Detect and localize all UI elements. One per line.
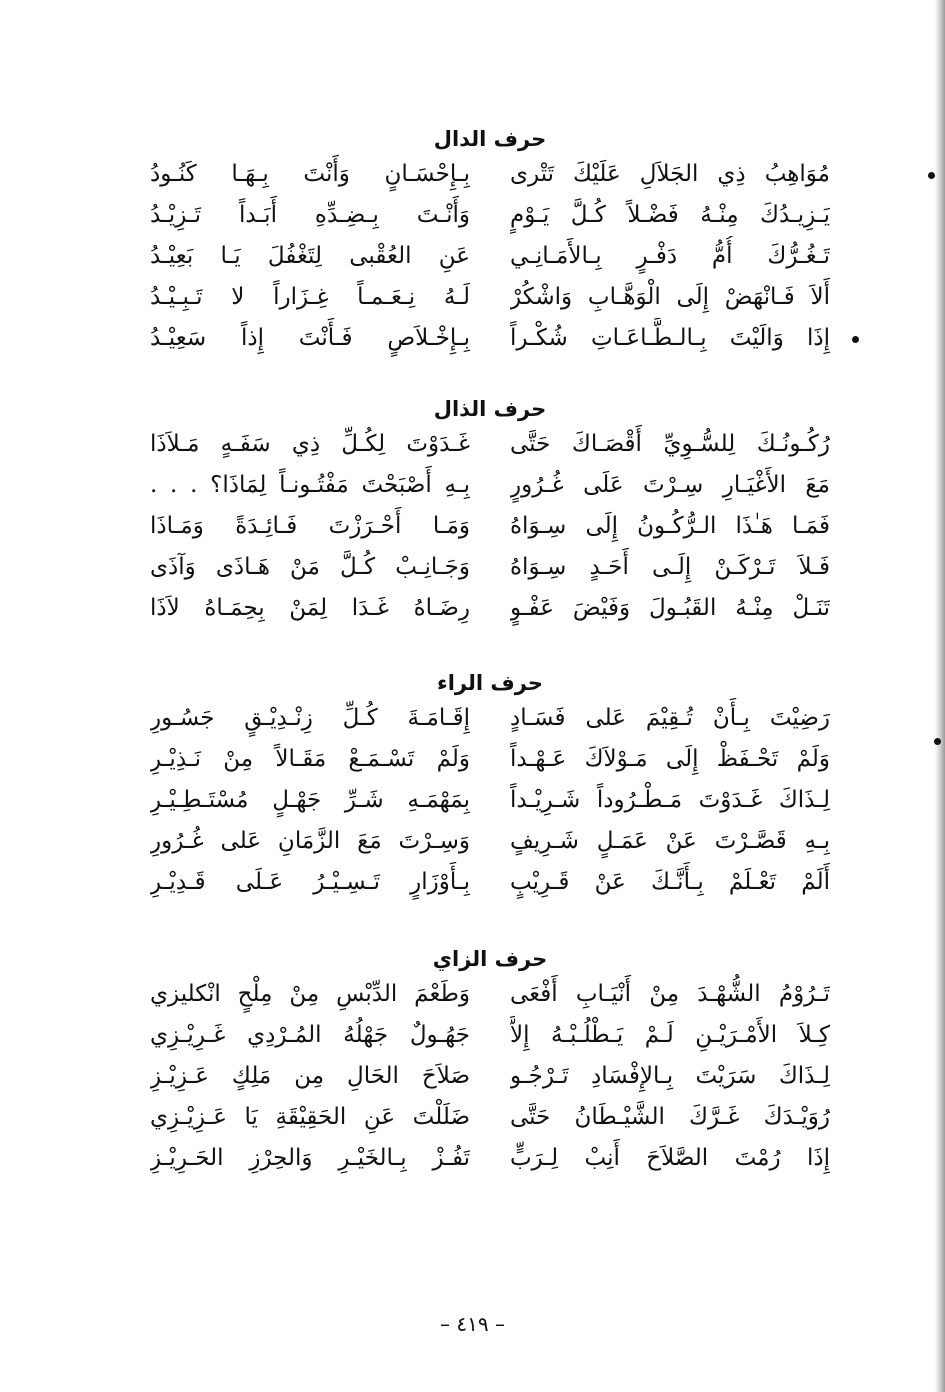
verse — [150, 195, 830, 236]
second-hemistich: وَأَنْـتَ بِـضِـدِّهِ أَبَـداً تَـزِيْـدُ — [150, 202, 470, 228]
verse — [150, 277, 830, 318]
first-hemistich: كِـلاَ الأَمْـرَيْـنِ لَـمْ يَـطْلُـبْـهُ إِلاَّ — [510, 1022, 830, 1048]
second-hemistich: بِـهِ أَصْبَحْتَ مَفْتُـونـاً لِمَاذَا؟ . . . — [150, 472, 470, 498]
second-hemistich: بِـأَوْزَارٍ تَـسِـيْـرُ عَـلَى قَـدِيْـرِ — [150, 869, 470, 895]
first-hemistich: رَضِيْتَ بِـأَنْ تُـقِيْمَ عَلى فَسَـادٍ — [510, 705, 830, 731]
verse — [150, 698, 830, 739]
second-hemistich: بِـإِخْـلاَصٍ فَـأَنْتَ إِذاً سَعِيْـدُ — [150, 325, 470, 351]
verse — [150, 780, 830, 821]
second-hemistich: بِمَهْمَـهِ شَـرِّ جَهْـلٍ مُسْتَـطِـيْـرِ — [150, 787, 470, 813]
first-hemistich: إِذَا وَالَيْتَ بِـالـطَّـاعَـاتِ شُكْـراً — [510, 325, 830, 351]
second-hemistich: ضَلَلْتَ عَنِ الحَقِيْقَةِ يَا عَـزِيْـزِي — [150, 1104, 470, 1130]
verse — [150, 424, 830, 465]
first-hemistich: إِذَا رُمْتَ الصَّلاَحَ أَنِبْ لِـرَبٍّ — [510, 1145, 830, 1171]
page-number: – ٤١٩ – — [440, 1312, 505, 1336]
first-hemistich: بِـهِ قَصَّـرْتَ عَنْ عَمَـلٍ شَـرِيفٍ — [510, 828, 830, 854]
first-hemistich: مُوَاهِبُ ذِي الجَلاَلِ عَلَيْكَ تَتْرى — [510, 161, 830, 187]
verse — [150, 506, 830, 547]
first-hemistich: رُوَيْـدَكَ غَـرَّكَ الشَّيْـطَانُ حَتَّى — [510, 1104, 830, 1130]
first-hemistich: رُكُـونُـكَ لِلسُّـوِيِّ أَقْصَـاكَ حَتَّى — [510, 431, 830, 457]
second-hemistich: غَـدَوْتَ لِكُـلِّ ذِي سَفَـهٍ مَـلاَذَا — [150, 431, 470, 457]
scan-dot — [852, 336, 859, 343]
scan-dot — [928, 172, 935, 179]
second-hemistich: وَسِـرْتَ مَعَ الزَّمَانِ عَلى غُـرُورِ — [150, 828, 470, 854]
second-hemistich: صَلاَحَ الحَالِ مِن مَلِكٍ عَـزِيْـزِ — [150, 1063, 470, 1089]
verse — [150, 862, 830, 903]
second-hemistich: عَنِ العُقْبى لِتَغْفُلَ يَـا بَعِيْـدُ — [150, 243, 470, 269]
first-hemistich: مَعَ الأَغْيَـارِ سِـرْتَ عَلَى غُـرُورٍ — [510, 472, 830, 498]
second-hemistich: لَـهُ نِـعَـمـاً غِـزَاراً لا تَـبِـيْـدُ — [150, 284, 470, 310]
verse — [150, 236, 830, 277]
second-hemistich: وَلَمْ تَسْـمَـعْ مَقَـالاً مِنْ نَـذِيْـرِ — [150, 746, 470, 772]
first-hemistich: فَـلاَ تَـرْكَـنْ إِلَـى أَحَـدٍ سِـوَاهُ — [510, 554, 830, 580]
second-hemistich: وَطَعْمَ الدِّبْسِ مِنْ مِلْحٍ انْكليزي — [150, 981, 470, 1007]
verse — [150, 547, 830, 588]
section-dhal — [150, 394, 830, 629]
scan-dot — [934, 738, 941, 745]
section-zay — [150, 944, 830, 1179]
second-hemistich: إِقَـامَـةَ كُـلِّ زِنْـدِيْـقٍ جَسُـورِ — [150, 705, 470, 731]
first-hemistich: لِـذَاكَ سَرَيْتَ بِـالإِفْسَادِ تَـرْجُـو — [510, 1063, 830, 1089]
first-hemistich: أَلَمْ تَعْـلَمْ بِـأَنَّـكَ عَنْ قَـرِيْبٍ — [510, 869, 830, 895]
first-hemistich: وَلَمْ تَحْـفَظْ إِلَى مَـوْلاَكَ عَـهْـداً — [510, 746, 830, 772]
first-hemistich: لِـذَاكَ غَـدَوْتَ مَـطْـرُوداً شَـرِيْـداً — [510, 787, 830, 813]
verse — [150, 974, 830, 1015]
second-hemistich: رِضَـاهُ غَـدَا لِمَنْ بِحِمَـاهُ لاَذَا — [150, 595, 470, 621]
section-title: حرف الذال — [433, 397, 547, 421]
section-title: حرف الزاي — [432, 947, 548, 971]
second-hemistich: بِـإِحْسَـانٍ وَأَنْتَ بِـهَـا كَنُـودُ — [150, 161, 470, 187]
first-hemistich: أَلاَ فَـانْهَضْ إِلَى الْوَهَّـابِ وَاشْكُرْ — [510, 284, 830, 310]
verse — [150, 318, 830, 359]
verse — [150, 739, 830, 780]
verse — [150, 1097, 830, 1138]
first-hemistich: يَـزِيـدُكَ مِنْـهُ فَضْـلاً كُـلَّ يَـوْمٍ — [510, 202, 830, 228]
second-hemistich: وَمَـا أَحْـرَزْتَ فَـائِـدَةً وَمَـاذَا — [150, 513, 470, 539]
second-hemistich: تَفُـزْ بِـالخَيْـرِ وَالحِرْزِ الحَـرِيْـزِ — [150, 1145, 470, 1171]
first-hemistich: تَنَـلْ مِنْـهُ القَبُـولَ وَفَيْضَ عَفْـوٍ — [510, 595, 830, 621]
second-hemistich: جَهُـولٌ جَهْلُهُ المُـرْدِي غَـرِيْـزِي — [150, 1022, 470, 1048]
second-hemistich: وَجَـانِـبْ كُـلَّ مَنْ هَـاذَى وَآذَى — [150, 554, 470, 580]
section-title: حرف الراء — [437, 671, 543, 695]
section-ra — [150, 668, 830, 903]
verse — [150, 154, 830, 195]
verse — [150, 588, 830, 629]
verse — [150, 465, 830, 506]
first-hemistich: تَـغُـرُّكَ أُمُّ دَفْـرٍ بِـالأَمَـانِـي — [510, 243, 830, 269]
section-title: حرف الدال — [433, 127, 547, 151]
verse — [150, 1056, 830, 1097]
section-dal — [150, 124, 830, 359]
first-hemistich: تَـرُوْمُ الشُّهْـدَ مِنْ أَنْيَـابِ أَفْعَى — [510, 981, 830, 1007]
scan-edge — [935, 0, 945, 1392]
first-hemistich: فَمَـا هَـٰذَا الـرُّكُـونُ إِلَى سِـوَاهُ — [510, 513, 830, 539]
verse — [150, 821, 830, 862]
verse — [150, 1138, 830, 1179]
verse — [150, 1015, 830, 1056]
